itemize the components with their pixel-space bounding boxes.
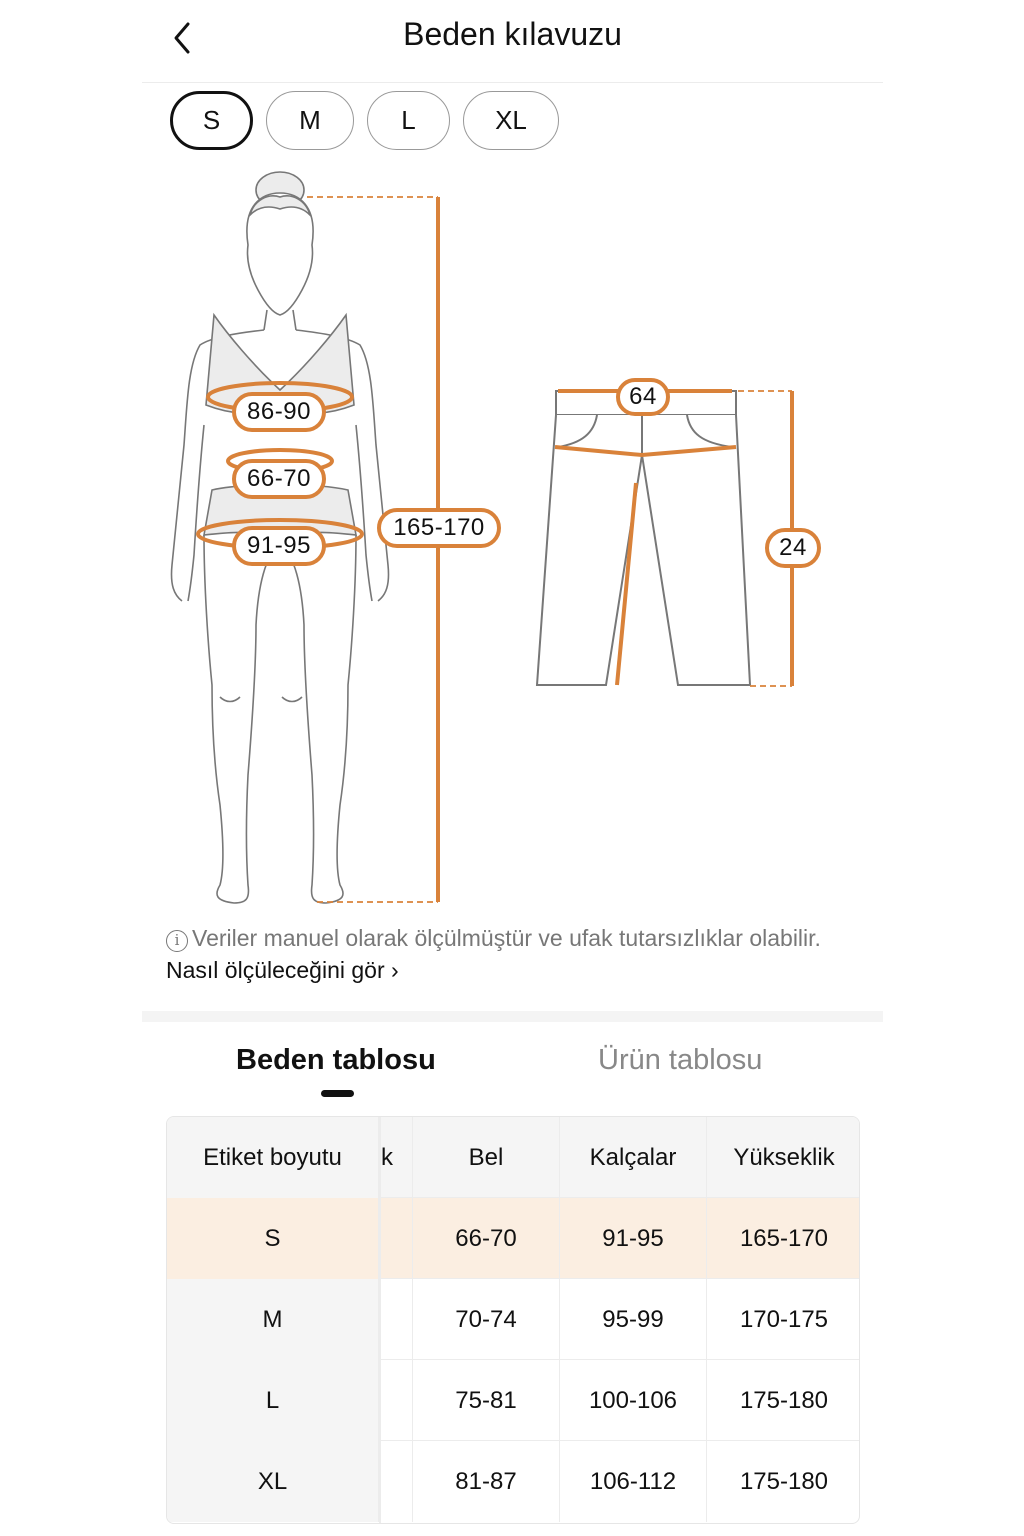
size-chip-xl[interactable]: XL [463, 91, 559, 150]
cell-height: 175-180 [739, 1467, 829, 1495]
cell-waist: 70-74 [413, 1279, 560, 1360]
cell-height: 170-175 [739, 1305, 829, 1333]
cell-waist: 66-70 [413, 1198, 560, 1279]
measurement-figures [142, 165, 883, 915]
height-measure-line [307, 197, 438, 902]
column-header-label-size: Etiket boyutu [167, 1117, 379, 1198]
cell-partial [379, 1279, 413, 1360]
pants-length-label: 24 [765, 528, 821, 568]
how-to-measure-link[interactable]: Nasıl ölçüleceğini gör › [166, 957, 399, 983]
size-selector [170, 91, 559, 150]
table-row [167, 1441, 860, 1522]
measurement-note [166, 922, 846, 986]
note-text: Veriler manuel olarak ölçülmüştür ve ufak tutarsızlıklar olabilir. [192, 925, 821, 951]
size-table[interactable] [166, 1116, 860, 1524]
hips-measure-label: 91-95 [232, 526, 326, 566]
cell-height: 175-180 [739, 1386, 829, 1414]
cell-hips: 100-106 [560, 1360, 707, 1441]
tab-product-chart[interactable]: Ürün tablosu [598, 1044, 763, 1076]
pants-outline-icon [537, 391, 792, 686]
header [142, 0, 883, 83]
column-header-hips: Kalçalar [560, 1117, 707, 1198]
cell-waist: 81-87 [413, 1441, 560, 1522]
column-header-height: Yükseklik [733, 1143, 835, 1171]
cell-hips: 95-99 [560, 1279, 707, 1360]
bust-measure-label: 86-90 [232, 392, 326, 432]
sticky-column-divider [379, 1117, 381, 1524]
size-guide-page [142, 0, 883, 1536]
table-header-row [167, 1117, 860, 1198]
column-header-waist: Bel [413, 1117, 560, 1198]
column-header-partial: k [379, 1117, 413, 1198]
cell-hips: 91-95 [560, 1198, 707, 1279]
cell-size: S [167, 1198, 379, 1279]
waist-measure-label: 66-70 [232, 459, 326, 499]
size-chip-l[interactable]: L [367, 91, 450, 150]
cell-hips: 106-112 [560, 1441, 707, 1522]
table-row [167, 1360, 860, 1441]
cell-size: L [167, 1360, 379, 1441]
table-row [167, 1198, 860, 1279]
cell-partial [379, 1360, 413, 1441]
section-divider [142, 1011, 883, 1022]
cell-waist: 75-81 [413, 1360, 560, 1441]
active-tab-indicator [321, 1090, 354, 1097]
table-row [167, 1279, 860, 1360]
cell-size: M [167, 1279, 379, 1360]
chart-tabs [142, 1040, 883, 1100]
cell-size: XL [167, 1441, 379, 1522]
cell-height: 165-170 [739, 1224, 829, 1252]
page-title: Beden kılavuzu [403, 16, 622, 52]
height-measure-label: 165-170 [377, 508, 501, 548]
chevron-right-icon: › [391, 957, 399, 983]
info-icon: i [166, 930, 188, 952]
cell-partial [379, 1198, 413, 1279]
size-chip-m[interactable]: M [266, 91, 354, 150]
tab-size-chart[interactable]: Beden tablosu [236, 1044, 436, 1076]
size-chip-s[interactable]: S [170, 91, 253, 150]
pants-waist-label: 64 [616, 378, 670, 416]
cell-partial [379, 1441, 413, 1522]
